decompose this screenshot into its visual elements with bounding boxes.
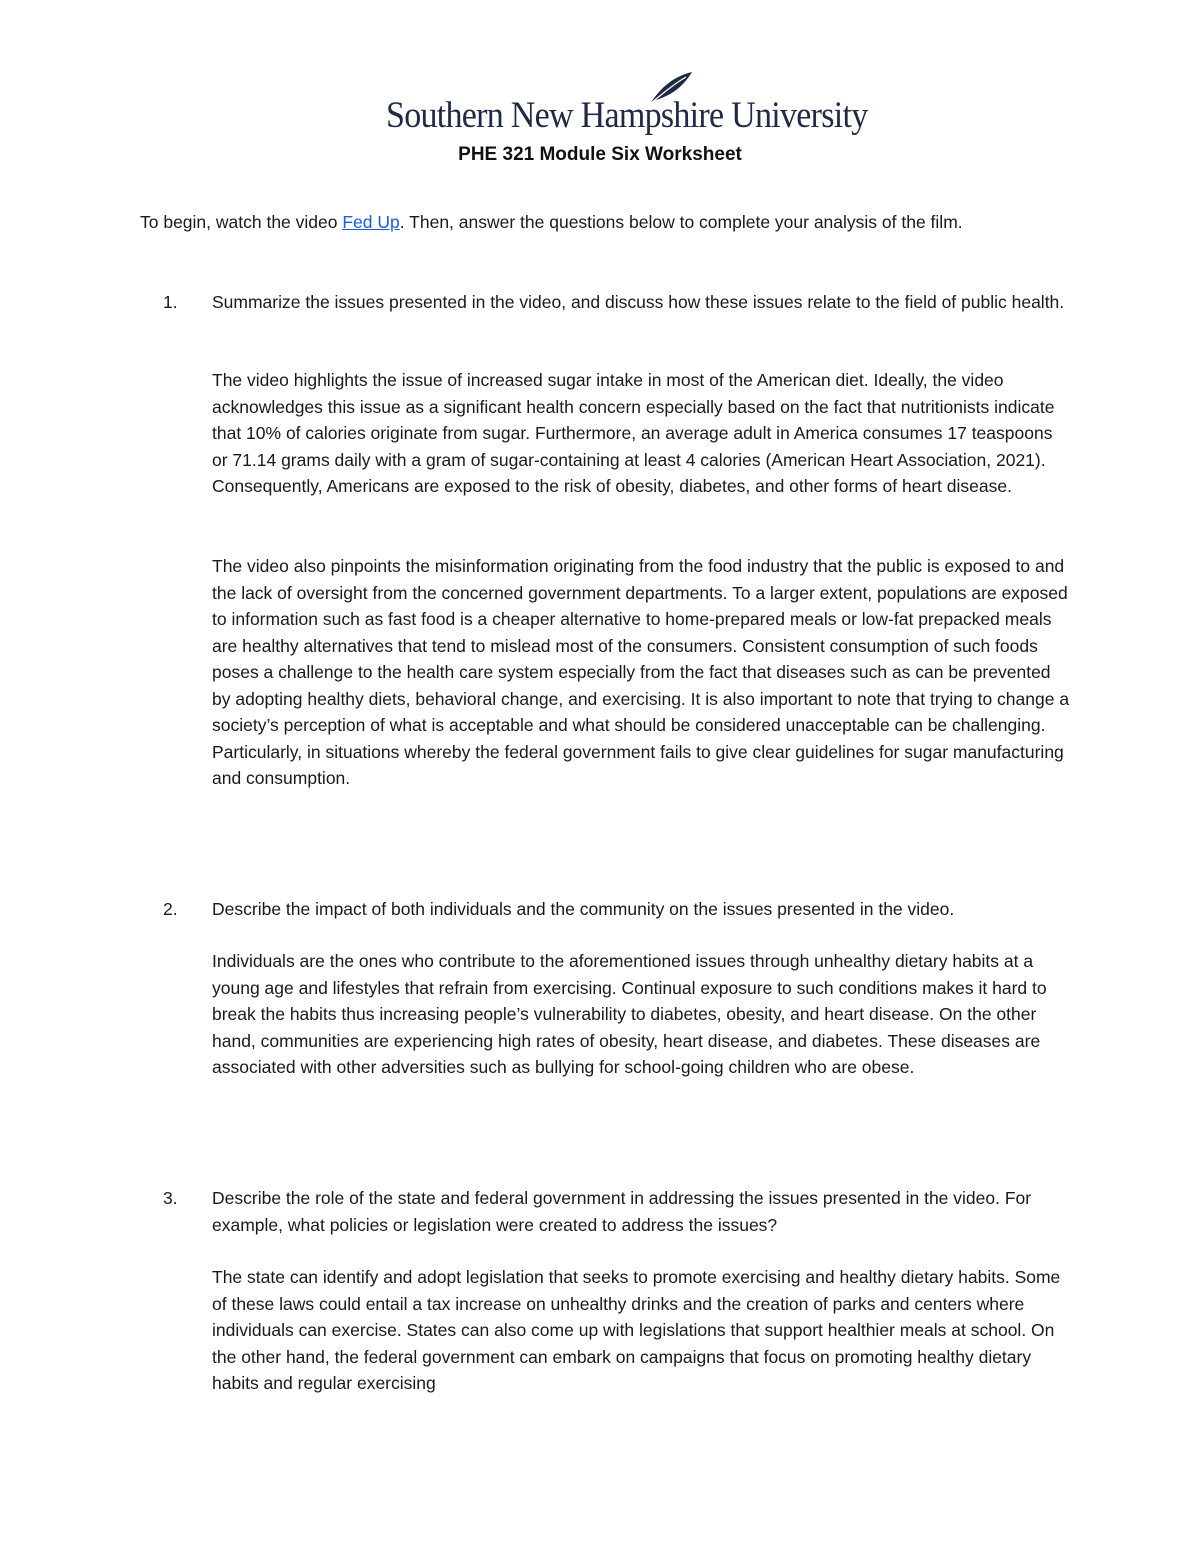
question-prompt: Describe the impact of both individuals and the community on the issues presented in the video. <box>212 899 955 919</box>
question-prompt: Describe the role of the state and federal government in addressing the issues presented in the video. For example, what policies or legislation were created to address the issues? <box>212 1188 1032 1235</box>
answer-paragraph: The video highlights the issue of increased sugar intake in most of the American diet. Ideally, the video acknowledges this issue as a significant health concern especially based on the fact that nutritionists indicate that 10% of calories originate from sugar. Furthermore, an average adult in America consumes 17 teaspoons or 71.14 grams daily with a gram of sugar-containing at least 4 calories (American Heart Association, 2021). Consequently, Americans are exposed to the risk of obesity, diabetes, and other forms of heart disease. <box>212 370 1055 496</box>
question-number: 3. <box>163 1188 178 1208</box>
answer-paragraph: The state can identify and adopt legislation that seeks to promote exercising and healthy dietary habits. Some of these laws could entail a tax increase on unhealthy drinks and the creation of parks and centers where individuals can exercise. States can also come up with legislations that support healthier meals at school. On the other hand, the federal government can embark on campaigns that focus on promoting healthy dietary habits and regular exercising <box>212 1267 1061 1393</box>
intro-text-before: To begin, watch the video <box>140 212 343 232</box>
document-title: PHE 321 Module Six Worksheet <box>458 144 742 165</box>
question-number: 1. <box>163 292 178 312</box>
university-logo <box>386 68 868 138</box>
question-prompt: Summarize the issues presented in the video, and discuss how these issues relate to the field of public health. <box>212 292 1065 312</box>
question-number: 2. <box>163 899 178 919</box>
answer-paragraph: The video also pinpoints the misinformation originating from the food industry that the public is exposed to and the lack of oversight from the concerned government departments. To a larger extent, populations are exposed to information such as fast food is a cheaper alternative to home-prepared meals or low-fat prepacked meals are healthy alternatives that tend to mislead most of the consumers. Consistent consumption of such foods poses a challenge to the health care system especially from the fact that diseases such as can be prevented by adopting healthy diets, behavioral change, and exercising. It is also important to note that trying to change a society’s perception of what is acceptable and what should be considered unacceptable can be challenging. Particularly, in situations whereby the federal government fails to give clear guidelines for sugar manufacturing and consumption. <box>212 556 1070 788</box>
answer-paragraph: Individuals are the ones who contribute to the aforementioned issues through unhealthy dietary habits at a young age and lifestyles that refrain from exercising. Continual exposure to such conditions makes it hard to break the habits thus increasing people’s vulnerability to diabetes, obesity, and heart disease. On the other hand, communities are experiencing high rates of obesity, heart disease, and diabetes. These diseases are associated with other adversities such as bullying for school-going children who are obese. <box>212 951 1047 1077</box>
intro-paragraph <box>140 209 1060 236</box>
intro-text-after: . Then, answer the questions below to complete your analysis of the film. <box>399 212 963 232</box>
logo-wordmark: Southern New Hampshire University <box>386 95 868 136</box>
fed-up-link[interactable]: Fed Up <box>342 212 400 232</box>
